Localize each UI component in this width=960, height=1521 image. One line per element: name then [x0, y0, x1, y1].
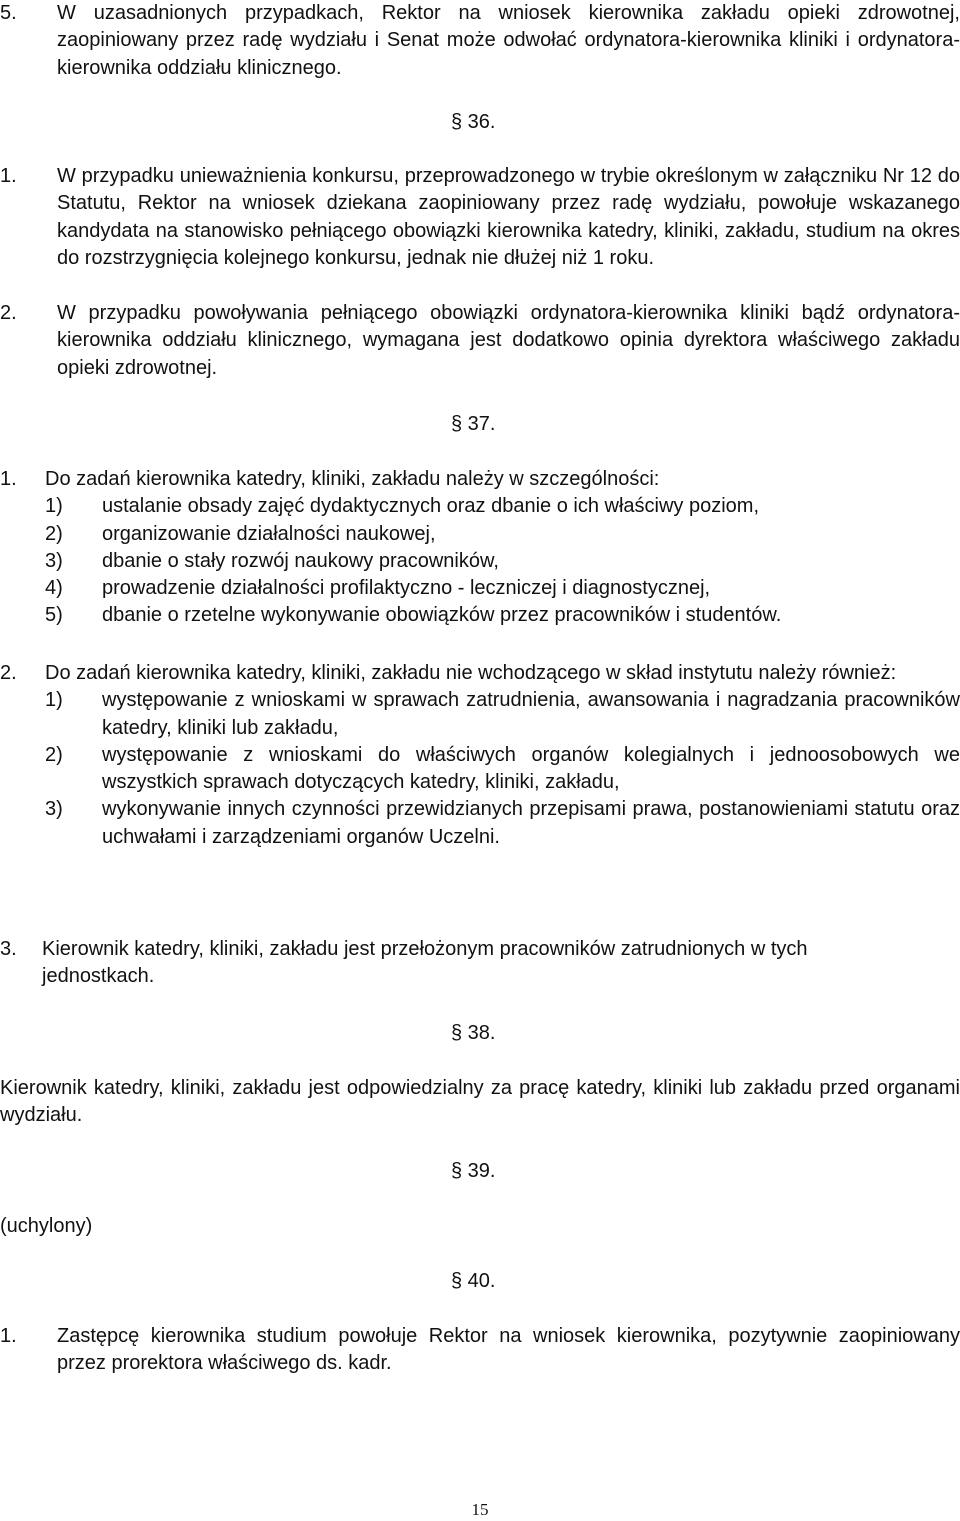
- item-number: 1.: [0, 165, 17, 187]
- paragraph-38-text: Kierownik katedry, kliniki, zakładu jest odpowiedzialny za pracę katedry, kliniki lub zakładu przed organami wydziału.: [0, 1077, 960, 1127]
- item-text: W przypadku unieważnienia konkursu, przeprowadzonego w trybie określonym w załączniku Nr 12 do Statutu, Rektor na wniosek dziekana zaopiniowany przez radę wydziału, powołuje wskazanego kandydata na stanowisko pełniącego obowiązki kierownika katedry, kliniki, zakładu, studium na okres do rozstrzygnięcia kolejnego konkursu, jednak nie dłużej niż 1 roku.: [57, 165, 960, 269]
- section-40-heading: § 40.: [451, 1270, 496, 1292]
- sub-item: [45, 493, 930, 520]
- paragraph-36-item-1: [0, 163, 960, 272]
- sub-item-number: 1): [45, 495, 63, 518]
- item-text: W przypadku powoływania pełniącego obowiązki ordynatora-kierownika kliniki bądź ordynatora-kierownika oddziału klinicznego, wymagana jest dodatkowo opinia dyrektora właściwego zakładu opieki zdrowotnej.: [57, 302, 960, 379]
- item-number: 2.: [0, 662, 17, 684]
- sub-item-number: 1): [45, 689, 63, 712]
- item-number: 5.: [0, 2, 17, 24]
- sub-item: [45, 548, 930, 575]
- sub-item-text: wykonywanie innych czynności przewidzianych przepisami prawa, postanowieniami statutu oraz uchwałami i zarządzeniami organów Uczelni.: [102, 798, 960, 848]
- section-38-heading: § 38.: [451, 1022, 496, 1044]
- paragraph-36-item-2: [0, 300, 960, 382]
- item-number: 2.: [0, 302, 17, 324]
- sub-item-number: 3): [45, 549, 63, 572]
- item-number: 3.: [0, 938, 17, 960]
- item-intro: Do zadań kierownika katedry, kliniki, zakładu nie wchodzącego w skład instytutu należy również:: [45, 662, 897, 684]
- paragraph-40-item-1: [0, 1323, 960, 1378]
- sub-item-number: 2): [45, 522, 63, 545]
- paragraph-35-item-5: [0, 0, 960, 82]
- sub-item-number: 4): [45, 577, 63, 600]
- item-text: Zastępcę kierownika studium powołuje Rektor na wniosek kierownika, pozytywnie zaopiniowany przez prorektora właściwego ds. kadr.: [57, 1325, 960, 1375]
- sub-item-text: występowanie z wnioskami w sprawach zatrudnienia, awansowania i nagradzania pracowników katedry, kliniki lub zakładu,: [102, 689, 960, 739]
- item-intro: Do zadań kierownika katedry, kliniki, zakładu należy w szczególności:: [45, 468, 660, 490]
- page-number: 15: [471, 1500, 489, 1519]
- paragraph-37-item-2: [0, 660, 960, 851]
- sub-item-text: prowadzenie działalności profilaktyczno - leczniczej i diagnostycznej,: [102, 577, 711, 600]
- sub-item: [45, 602, 930, 629]
- sub-item-number: 3): [45, 798, 63, 821]
- sub-item: [45, 521, 930, 548]
- sublist-37-1: [45, 493, 930, 629]
- sub-item: [45, 742, 960, 797]
- sub-item-text: ustalanie obsady zajęć dydaktycznych oraz dbanie o ich właściwy poziom,: [102, 495, 760, 518]
- sub-item-number: 2): [45, 743, 63, 766]
- paragraph-37-item-3: [0, 936, 900, 991]
- section-39-heading: § 39.: [451, 1160, 496, 1182]
- sub-item: [45, 687, 960, 742]
- item-text: W uzasadnionych przypadkach, Rektor na wniosek kierownika zakładu opieki zdrowotnej, zaopiniowany przez radę wydziału i Senat może odwołać ordynatora-kierownika kliniki i ordynatora-kierownika oddziału klinicznego.: [57, 2, 960, 79]
- item-number: 1.: [0, 1325, 17, 1347]
- sub-item: [45, 575, 930, 602]
- sub-item-text: dbanie o stały rozwój naukowy pracowników,: [102, 549, 499, 572]
- section-37-heading: § 37.: [451, 413, 496, 435]
- sub-item: [45, 796, 960, 851]
- sub-item-number: 5): [45, 604, 63, 627]
- item-number: 1.: [0, 468, 17, 490]
- sub-item-text: występowanie z wnioskami do właściwych organów kolegialnych i jednoosobowych we wszystkich sprawach dotyczących katedry, kliniki, zakładu,: [102, 743, 960, 794]
- paragraph-39-text: (uchylony): [0, 1215, 93, 1237]
- item-text: Kierownik katedry, kliniki, zakładu jest przełożonym pracowników zatrudnionych w tych jednostkach.: [42, 938, 808, 988]
- section-36-heading: § 36.: [451, 111, 496, 133]
- sub-item-text: dbanie o rzetelne wykonywanie obowiązków przez pracowników i studentów.: [102, 604, 782, 627]
- paragraph-37-item-1: [0, 466, 960, 630]
- sub-item-text: organizowanie działalności naukowej,: [102, 522, 436, 545]
- sublist-37-2: [45, 687, 960, 851]
